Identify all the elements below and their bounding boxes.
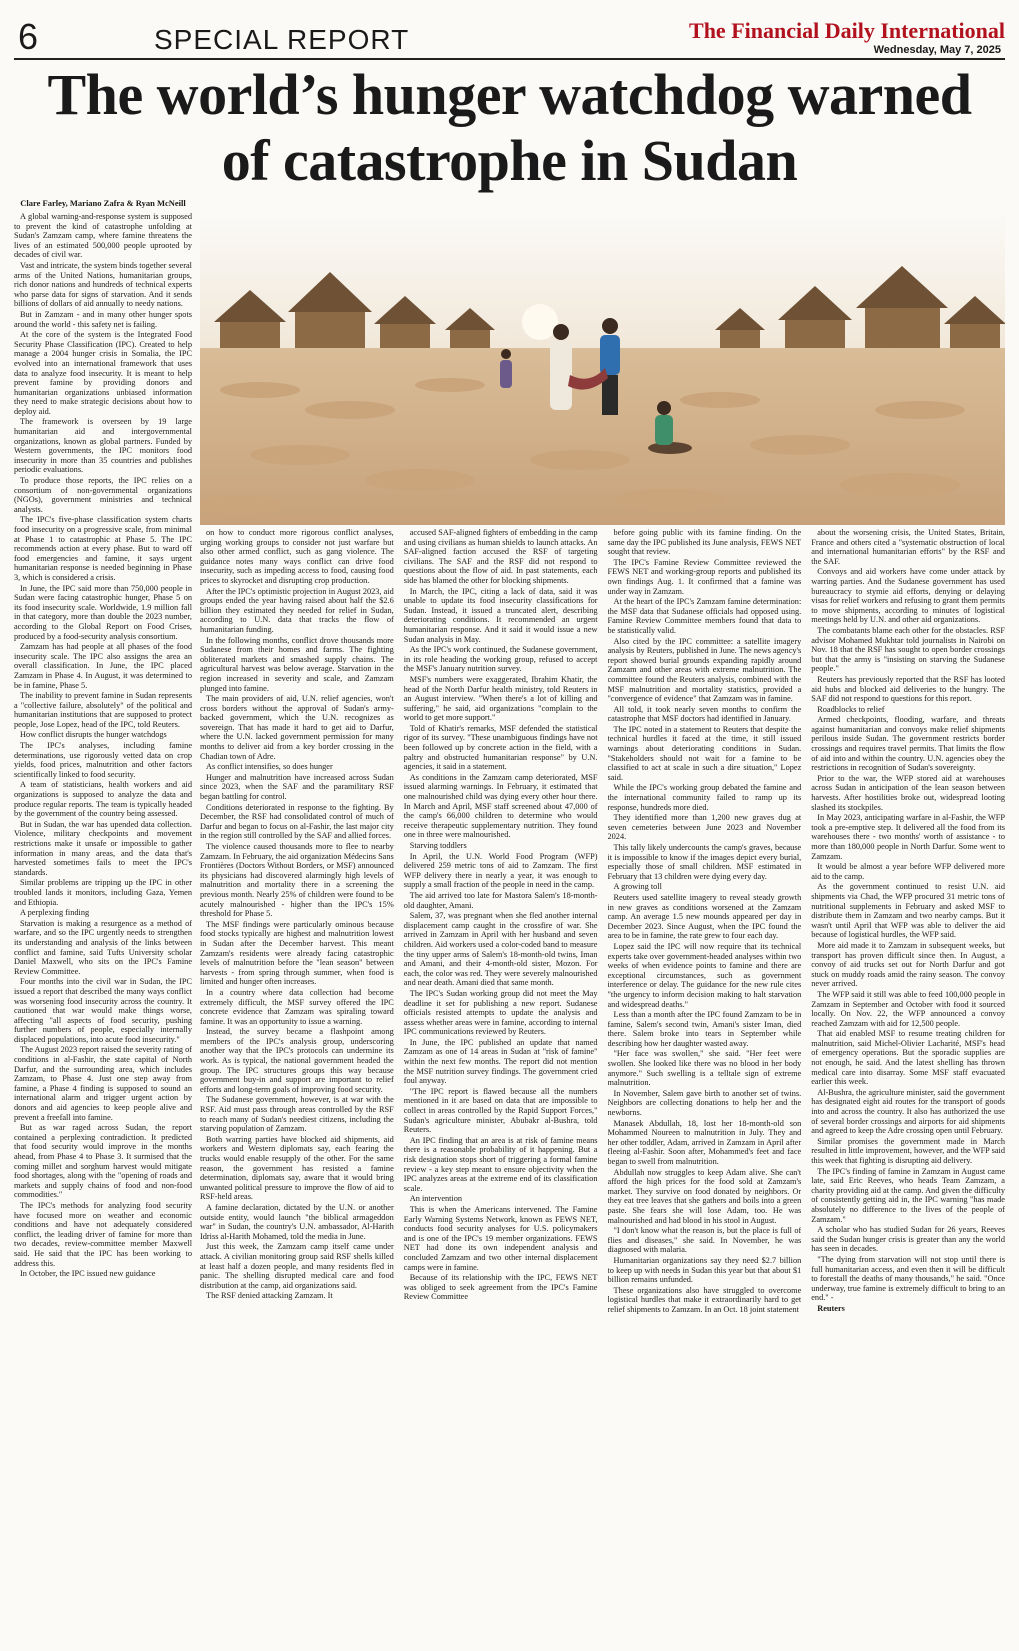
paragraph: Starvation is making a resurgence as a method of warfare, and so the IPC urgently needs to strengthen its understanding and analysis of the links between conflict and famine, said Tufts University scholar Daniel Maxwell, who sits on the IPC's Famine Review Committee. xyxy=(14,918,192,976)
paragraph: Vast and intricate, the system binds together several arms of the United Nations, humanitarian groups, rich donor nations and hundreds of technical experts who parse data for signs of starvation. And it sends billions of dollars of aid annually to needy nations. xyxy=(14,260,192,309)
paragraph: "The dying from starvation will not stop until there is full humanitarian access, and even then it will be difficult to forestall the deaths of many thousands," he said. "Once underway, true famine is extremely difficult to bring to an end." - xyxy=(811,1254,1005,1303)
paragraph: More aid made it to Zamzam in subsequent weeks, but transport has proven difficult since then. In August, a convoy of aid trucks set out for North Darfur and got stuck on muddy roads amid the rainy season. The convoy never arrived. xyxy=(811,940,1005,989)
newspaper-name: The Financial Daily International xyxy=(689,18,1005,43)
paragraph: The IPC's Sudan working group did not meet the May deadline it set for publishing a new report. Sudanese officials resisted attempts to update the analysis and assess whether areas were in famine, according to internal IPC communications reviewed by Reuters. xyxy=(403,988,598,1037)
page-number: 6 xyxy=(18,16,39,57)
paragraph: While the IPC's working group debated the famine and the international community failed to ramp up its response, hundreds more died. xyxy=(607,783,802,812)
paragraph: about the worsening crisis, the United States, Britain, France and others cited a "systematic obstruction of local and international humanitarian efforts" by the RSF and the SAF. xyxy=(811,528,1005,566)
paragraph: In the following months, conflict drove thousands more Sudanese from their homes and farms. The fighting obliterated markets and smashed supply chains. The agricultural harvest was below average. Starvation in the region increased in severity and scale, and Zamzam plunged into famine. xyxy=(200,635,394,693)
paragraph: Similar problems are tripping up the IPC in other troubled lands it monitors, including Gaza, Yemen and Ethiopia. xyxy=(14,878,192,907)
paragraph: In November, Salem gave birth to another set of twins. Neighbors are collecting donations to help her and the newborns. xyxy=(607,1088,802,1118)
article-column-5 xyxy=(811,528,1005,1643)
paragraph: In October, the IPC issued new guidance xyxy=(20,1269,156,1279)
paragraph: As conflict intensifies, so does hunger xyxy=(206,762,333,772)
paragraph: At the heart of the IPC's Zamzam famine determination: the MSF data that Sudanese officials had opposed using. Famine Review Committee members found that data to be statistically valid. xyxy=(607,597,802,635)
paragraph: A famine declaration, dictated by the U.N. or another outside entity, would launch "the biblical armageddon war" in Sudan, the country's U.N. ambassador, Al-Harith Idriss al-Harith Mohamed, told the media in June. xyxy=(200,1202,394,1241)
paragraph: "Her face was swollen," she said. "Her feet were swollen. She looked like there was no blood in her body anymore." Such swelling is a telltale sign of extreme malnutrition. xyxy=(607,1049,802,1088)
paragraph: Told of Khatir's remarks, MSF defended the statistical rigor of its survey. "These unambiguous findings have not been followed up by concrete action in the field, with a paltry and obstructed humanitarian response" by U.N. agencies, it said in a statement. xyxy=(403,723,598,772)
paragraph: As the IPC's work continued, the Sudanese government, in its role heading the working group, refused to accept the MSF's January nutrition survey. xyxy=(403,645,598,674)
paragraph: The IPC's Famine Review Committee reviewed the FEWS NET and working-group reports and published its own findings Aug. 1. It confirmed that a famine was under way in Zamzam. xyxy=(607,557,802,596)
paragraph: The IPC's methods for analyzing food security have focused more on weather and economic conditions and have not adequately considered conflict, the leading driver of famine for more than two decades, review-committee member Maxwell said. He said that the IPC has been working to address this. xyxy=(14,1200,192,1268)
paragraph: The IPC's finding of famine in Zamzam in August came late, said Eric Reeves, who heads Team Zamzam, a charity providing aid at the camp. And given the difficulty of consistently getting aid in, the IPC warning "has made absolutely no difference to the lives of the people of Zamzam." xyxy=(811,1166,1005,1224)
paragraph: After the IPC's optimistic projection in August 2023, aid groups ended the year having raised about half the $2.6 billion they estimated they needed for relief in Sudan, according to U.N. data that tracks the flow of humanitarian funding. xyxy=(200,586,394,634)
paragraph: Lopez said the IPC will now require that its technical experts take over government-headed analyses within two weeks of when evidence points to famine and there are exceptional circumstances, such as government interference or delay. The guidance for the new rule cites "the urgency to inform decision making to halt starvation and widespread deaths." xyxy=(607,941,802,1009)
paragraph: Zamzam has had people at all phases of the food insecurity scale. The IPC also assigns the area an overall classification. In June, the IPC placed Zamzam in Phase 4. In August, it was determined to be in famine, Phase 5. xyxy=(14,642,192,690)
paragraph: Instead, the survey became a flashpoint among members of the IPC's analysis group, underscoring another way that the IPC's protocols can undermine its work. As is typical, the national government headed the group. The IPC structures groups this way because government buy-in and support are important to relief efforts and long-term goals of improving food security. xyxy=(200,1027,394,1094)
paragraph: MSF's numbers were exaggerated, Ibrahim Khatir, the head of the North Darfur health ministry, told Reuters in an August interview. "When there's a lot of killing and suffering," he said, aid organizations "complain to the world to get more support." xyxy=(403,674,598,723)
paragraph: Abdullah now struggles to keep Adam alive. She can't afford the high prices for the food sold at Zamzam's market. They survive on food donated by neighbors. Or they eat tree leaves that she gathers and boils into a green paste. She fears she will lose Adam, too. He was malnourished and had blood in his stool in August. xyxy=(607,1167,802,1225)
section-title: SPECIAL REPORT xyxy=(154,24,410,55)
paragraph: In May 2023, anticipating warfare in al-Fashir, the WFP took a pre-emptive step. It delivered all the food from its warehouses there - two months' worth of assistance - to more than 180,000 people in North Darfur. Some went to Zamzam. xyxy=(811,813,1005,861)
paragraph: All told, it took nearly seven months to confirm the catastrophe that MSF doctors had identified in January. xyxy=(607,704,802,724)
article-column-4 xyxy=(608,528,802,1643)
paragraph: To produce those reports, the IPC relies on a consortium of non-governmental organizations (NGOs), government ministries and technical analysts. xyxy=(14,476,192,514)
headline-line-1: The world’s hunger watchdog warned xyxy=(47,62,972,127)
paragraph: At the core of the system is the Integrated Food Security Phase Classification (IPC). Created to help manage a 2004 hunger crisis in Somalia, the IPC evolved into an international framework that uses data to analyze food insecurity. It is meant to help prevent famine by providing donors and humanitarian organizations unbiased information they need to make strategic decisions about how to deploy aid. xyxy=(14,330,192,416)
paragraph: Conditions deteriorated in response to the fighting. By December, the RSF had consolidated control of much of Darfur and began to focus on al-Fashir, the last major city in the region still controlled by the SAF and allied forces. xyxy=(200,802,394,841)
paragraph: The RSF denied attacking Zamzam. It xyxy=(206,1291,333,1301)
paragraph: Similar promises the government made in March resulted in little improvement, however, and the WFP said this week that fighting is disrupting aid delivery. xyxy=(811,1136,1005,1165)
paragraph: Convoys and aid workers have come under attack by warring parties. And the Sudanese government has used bureaucracy to stymie aid efforts, denying or delaying visas for relief workers and refusing to grant them permits to move shipments, according to minutes of logistical meetings held by U.N. and other aid organizations. xyxy=(811,567,1005,625)
paragraph: This tally likely undercounts the camp's graves, because it is impossible to know if the images depict every burial, especially those of small children. MSF estimated in February that 13 children were dying every day. xyxy=(607,843,802,881)
article-column-3 xyxy=(404,528,598,1643)
paragraph: The MSF findings were particularly ominous because food stocks typically are highest and malnutrition lowest in Sudan after the December harvest. This meant Zamzam's residents were already facing catastrophic levels of malnutrition before the "lean season" between harvests - from spring through summer, when food is limited and hunger often increases. xyxy=(200,919,394,987)
paragraph: Roadblocks to relief xyxy=(817,704,885,714)
paragraph: The Sudanese government, however, is at war with the RSF. Aid must pass through areas controlled by the RSF to reach many of Sudan's neediest citizens, including the starving population of Zamzam. xyxy=(200,1095,394,1134)
paragraph: An IPC finding that an area is at risk of famine means there is a reasonable probability of it happening. But a risk designation stops short of triggering a formal famine review - a key step meant to ensure objectivity when the IPC analyzes areas at the extreme end of its classification scale. xyxy=(403,1135,598,1193)
paragraph: In a country where data collection had become extremely difficult, the MSF survey offered the IPC concrete evidence that Zamzam was spiraling toward famine. It was an opportunity to issue a warning. xyxy=(200,987,394,1026)
paragraph: These organizations also have struggled to overcome logistical hurdles that make it extraordinarily hard to get relief shipments to Zamzam. In an Oct. 18 joint statement xyxy=(607,1285,802,1314)
paragraph: They identified more than 1,200 new graves dug at seven cemeteries between June 2023 and November 2024. xyxy=(607,813,802,842)
paragraph: A perplexing finding xyxy=(20,908,90,918)
paragraph: Al-Bushra, the agriculture minister, said the government has designated eight aid routes for the transport of goods into and across the country. It also has authorized the use of several border crossings and airports for aid shipments and agreed to keep the Adre crossing open until February. xyxy=(811,1087,1005,1136)
paragraph: As conditions in the Zamzam camp deteriorated, MSF issued alarming warnings. In February, it estimated that one malnourished child was dying every other hour there. In March and April, MSF staff screened about 47,000 of the camp's 66,000 children to determine who would receive therapeutic supplementary nutrition. They found one in three were malnourished. xyxy=(403,772,598,840)
paragraph: This is when the Americans intervened. The Famine Early Warning Systems Network, known as FEWS NET, conducts food security analyses for U.S. policymakers and is one of the IPC's 19 member organizations. FEWS NET had done its own independent analysis and concluded Zamzam and two other internal displacement camps were in famine. xyxy=(403,1204,598,1272)
paragraph: Starving toddlers xyxy=(409,841,467,850)
paragraph: In March, the IPC, citing a lack of data, said it was unable to update its food insecurity classifications for Sudan. Instead, it issued a truncated alert, describing deteriorating conditions. It recommended an urgent humanitarian response. And it said it would issue a new Sudan analysis in May. xyxy=(403,586,598,644)
paragraph: That aid enabled MSF to resume treating children for malnutrition, said Michel-Olivier Lacharité, MSF's head of emergency operations. But the sporadic supplies are not enough, he said. And the latest shelling has thrown medical care into disarray. Some MSF staff evacuated earlier this week. xyxy=(811,1029,1005,1087)
paragraph: Salem, 37, was pregnant when she fled another internal displacement camp caught in the crossfire of war. She arrived in Zamzam in April with her husband and seven children. Aid workers used a color-coded band to measure the tiny upper arms of Salem's 18-month-old twins, Iman and Amani, and their 4-month-old sister, Mozon. For each, the color was red. They were severely malnourished and near death. Amani died that same month. xyxy=(403,911,598,988)
headline-line-2: of catastrophe in Sudan xyxy=(221,128,798,193)
paragraph: Reuters used satellite imagery to reveal steady growth in new graves as conditions worsened at the Zamzam camp. An average 1.5 new mounds appeared per day in December 2023. Since August, when the IPC found the area to be in famine, the rate grew to four each day. xyxy=(607,892,802,941)
paragraph: The framework is overseen by 19 large humanitarian aid and intergovernmental organizations, known as global partners. Funded by Western governments, the IPC monitors food insecurity in more than 35 countries and publishes periodic evaluations. xyxy=(14,417,192,475)
article-column-1 xyxy=(14,198,192,1643)
paragraph: The IPC's five-phase classification system charts food insecurity on a progressive scale, from minimal at Phase 1 to catastrophic at Phase 5. The IPC recommends action at every phase. But to ward off food emergencies and famine, it says urgent humanitarian response is needed beginning in Phase 3, which is considered a crisis. xyxy=(14,515,192,582)
paragraph: A global warning-and-response system is supposed to prevent the kind of catastrophe unfolding at Sudan's Zamzam camp, where famine threatens the lives of an estimated 500,000 people uprooted by decades of civil war. xyxy=(14,212,192,260)
paragraph: Hunger and malnutrition have increased across Sudan since 2023, when the SAF and the paramilitary RSF began battling for control. xyxy=(200,772,394,802)
paragraph: A team of statisticians, health workers and aid organizations is supposed to analyze the data and produce regular reports. The team is typically headed by the government of the country being assessed. xyxy=(14,780,192,819)
paragraph: The IPC noted in a statement to Reuters that despite the technical hurdles it faced at the time, it still issued warnings about deteriorating conditions in Sudan. "Stakeholders should not wait for a famine to be classified to act at scale in such a dire situation," Lopez said. xyxy=(607,724,802,782)
paragraph: The violence caused thousands more to flee to nearby Zamzam. In February, the aid organization Médecins Sans Frontières (Doctors Without Borders, or MSF) announced its physicians had discovered alarmingly high levels of malnutrition and mortality there in a screening the previous month. Nearly 25% of children were found to be acutely malnourished - higher than the IPC's 15% threshold for Phase 5. xyxy=(200,842,394,919)
paragraph: Manasek Abdullah, 18, lost her 18-month-old son Mohammed Noureen to malnutrition in July. They and her other toddler, Adam, arrived in Zamzam in April after fleeing al-Fashir. Soon after, Mohammed's feet and face began to swell from malnutrition. xyxy=(607,1118,802,1166)
paragraph: Less than a month after the IPC found Zamzam to be in famine, Salem's second twin, Amani's sister Iman, died there. Salem broke into tears in September while describing how her daughter wasted away. xyxy=(607,1010,802,1048)
paragraph: on how to conduct more rigorous conflict analyses, urging working groups to consider not just warfare but also other armed conflict, such as gang violence. The guidance notes many ways conflict can drive food insecurity, such as impeding access to food, causing food prices to skyrocket and disrupting crop production. xyxy=(200,528,394,585)
headline xyxy=(14,62,1005,194)
paragraph: Reuters has previously reported that the RSF has looted aid hubs and blocked aid deliveries to the hungry. The SAF did not respond to questions for this report. xyxy=(811,674,1005,704)
paragraph: But in Sudan, the war has upended data collection. Violence, military checkpoints and movement restrictions make it unsafe or impossible to gather information in many areas, and the data that's harvested sometimes fails to meet the IPC's standards. xyxy=(14,819,192,877)
paragraph: As the government continued to resist U.N. aid shipments via Chad, the WFP procured 31 metric tons of nutritional supplements in February and asked MSF to distribute them in Zamzam and two nearby camps. But it wasn't until April that WFP was able to deliver the aid because of logistical hurdles, the WFP said. xyxy=(811,882,1005,940)
paragraph: The IPC's analyses, including famine determinations, use rigorously vetted data on crop yields, food prices, malnutrition and other factors scientifically linked to food security. xyxy=(14,741,192,779)
paragraph: "The IPC report is flawed because all the numbers mentioned in it are based on data that are impossible to collect in areas controlled by the Rapid Support Forces," Sudan's agriculture minister, Abubakr al-Bushra, told Reuters. xyxy=(403,1086,598,1135)
paragraph: The aid arrived too late for Mastora Salem's 18-month-old daughter, Amani. xyxy=(403,890,598,910)
paragraph: The WFP said it still was able to feed 100,000 people in Zamzam in September and October with food it sourced locally. On Nov. 22, the WFP announced a convoy reached Zamzam with aid for 12,500 people. xyxy=(811,989,1005,1028)
paragraph: before going public with its famine finding. On the same day the IPC published its June analysis, FEWS NET sought that review. xyxy=(607,528,802,557)
byline: Clare Farley, Mariano Zafra & Ryan McNeill xyxy=(20,198,186,208)
paragraph: Prior to the war, the WFP stored aid at warehouses across Sudan in anticipation of the lean season between harvests. After hostilities broke out, widespread looting slashed its stockpiles. xyxy=(811,773,1005,812)
paragraph: Armed checkpoints, flooding, warfare, and threats against humanitarian and convoys make relief shipments perilous inside Sudan. The government restricts border crossings and requires travel permits. That limits the flow of aid into and within the country. U.N. agencies obey the restrictions in recognition of Sudan's sovereignty. xyxy=(811,715,1005,773)
sign-off: Reuters xyxy=(817,1303,845,1313)
paragraph: The August 2023 report raised the severity rating of conditions in al-Fashir, the state capital of North Darfur, and the surrounding area, which includes Zamzam, to Phase 4. Just one step away from famine, a Phase 4 finding is supposed to sound an international alarm and trigger urgent action by donors and aid agencies to keep people alive and prevent a freefall into famine. xyxy=(14,1045,192,1122)
masthead xyxy=(14,10,1005,60)
paragraph: A growing toll xyxy=(613,882,662,892)
paragraph: How conflict disrupts the hunger watchdogs xyxy=(20,730,167,740)
paragraph: It would be almost a year before WFP delivered more aid to the camp. xyxy=(811,862,1005,881)
paragraph: Because of its relationship with the IPC, FEWS NET was obliged to seek agreement from the IPC's Famine Review Committee xyxy=(403,1273,598,1302)
paragraph: The main providers of aid, U.N. relief agencies, won't cross borders without the approval of Sudan's army-backed government, which the U.N. recognizes as sovereign. That has made it hard to get aid to Darfur, where the U.N. lacked government permission for many months to deliver aid from a key border crossing in the Chadian town of Adre. xyxy=(200,694,394,761)
paragraph: In June, the IPC published an update that named Zamzam as one of 14 areas in Sudan at "risk of famine" within the next few months. The report did not mention the MSF nutrition survey findings. The government cried foul anyway. xyxy=(403,1037,598,1086)
paragraph: Both warring parties have blocked aid shipments, aid workers and Western diplomats say, each fearing the trucks would enable resupply of the other. For the same reason, the government has resisted a famine determination, diplomats say, aware that it would bring unwanted political pressure to improve the flow of aid to RSF-held areas. xyxy=(200,1134,394,1202)
paragraph: The combatants blame each other for the obstacles. RSF advisor Mohamed Mukhtar told journalists in Nairobi on Nov. 18 that the RSF has sought to open border crossings but that the army is "insisting on starving the Sudanese people." xyxy=(811,625,1005,674)
paragraph: An intervention xyxy=(409,1194,463,1204)
paragraph: The inability to prevent famine in Sudan represents a "collective failure, absolutely" of the political and humanitarian institutions that are supposed to protect people, Jose Lopez, head of the IPC, told Reuters. xyxy=(14,691,192,729)
paragraph: Just this week, the Zamzam camp itself came under attack. A civilian monitoring group said RSF shells killed at least half a dozen people, and many residents fled in panic. The shelling disrupted medical care and food distribution at the camp, aid organizations said. xyxy=(200,1242,394,1290)
paragraph: But as war raged across Sudan, the report contained a perplexing contradiction. It predicted that food security would improve in the months ahead, from Phase 4 to Phase 3. It surmised that the coming millet and sorghum harvest would mitigate food shortages, along with the "opening of roads and markets and supply chains of food and non-food commodities." xyxy=(14,1123,192,1200)
paragraph: In April, the U.N. World Food Program (WFP) delivered 259 metric tons of aid to Zamzam. The first WFP delivery there in nearly a year, it was enough to supply a small fraction of the people in need in the camp. xyxy=(403,851,598,890)
paragraph: A scholar who has studied Sudan for 26 years, Reeves said the Sudan hunger crisis is greater than any the world has seen in decades. xyxy=(811,1225,1005,1254)
article-column-2 xyxy=(200,528,394,1643)
paragraph: But in Zamzam - and in many other hunger spots around the world - this safety net is failing. xyxy=(14,309,192,329)
paragraph: accused SAF-aligned fighters of embedding in the camp and using civilians as human shields to launch attacks. An SAF-aligned faction accused the RSF of targeting civilians. The SAF and the RSF did not respond to questions about the flow of aid. In past statements, each side has blamed the other for blocking shipments. xyxy=(403,528,598,585)
illustration-zamzam-camp xyxy=(200,210,1005,525)
paragraph: In June, the IPC said more than 750,000 people in Sudan were facing catastrophic hunger, Phase 5 on its food insecurity scale. Worldwide, 1.9 million fall in that category, more than double the 2023 number, according to the Global Report on Food Crises, produced by a food-security analysis consortium. xyxy=(14,583,192,641)
paragraph: "I don't know what the reason is, but the place is full of flies and diseases," she said. In November, he was diagnosed with malaria. xyxy=(607,1226,802,1255)
paragraph: Also cited by the IPC committee: a satellite imagery analysis by Reuters, published in June. The news agency's report showed burial grounds expanding rapidly around Zamzam and other areas with extreme malnutrition. The committee found the Reuters analysis, combined with the MSF malnutrition and mortality statistics, provided a "convergence of evidence" that Zamzam was in famine. xyxy=(607,636,802,704)
publication-date: Wednesday, May 7, 2025 xyxy=(873,44,1001,56)
paragraph: Four months into the civil war in Sudan, the IPC issued a report that described the many ways conflict was worsening food insecurity across the country. It cautioned that war would make things worse, affecting "all aspects of food security, pushing further numbers of people, especially internally displaced populations, into acute food insecurity." xyxy=(14,977,192,1044)
paragraph: Humanitarian organizations say they need $2.7 billion to keep up with needs in Sudan this year but that about $1 billion remains unfunded. xyxy=(607,1255,802,1285)
